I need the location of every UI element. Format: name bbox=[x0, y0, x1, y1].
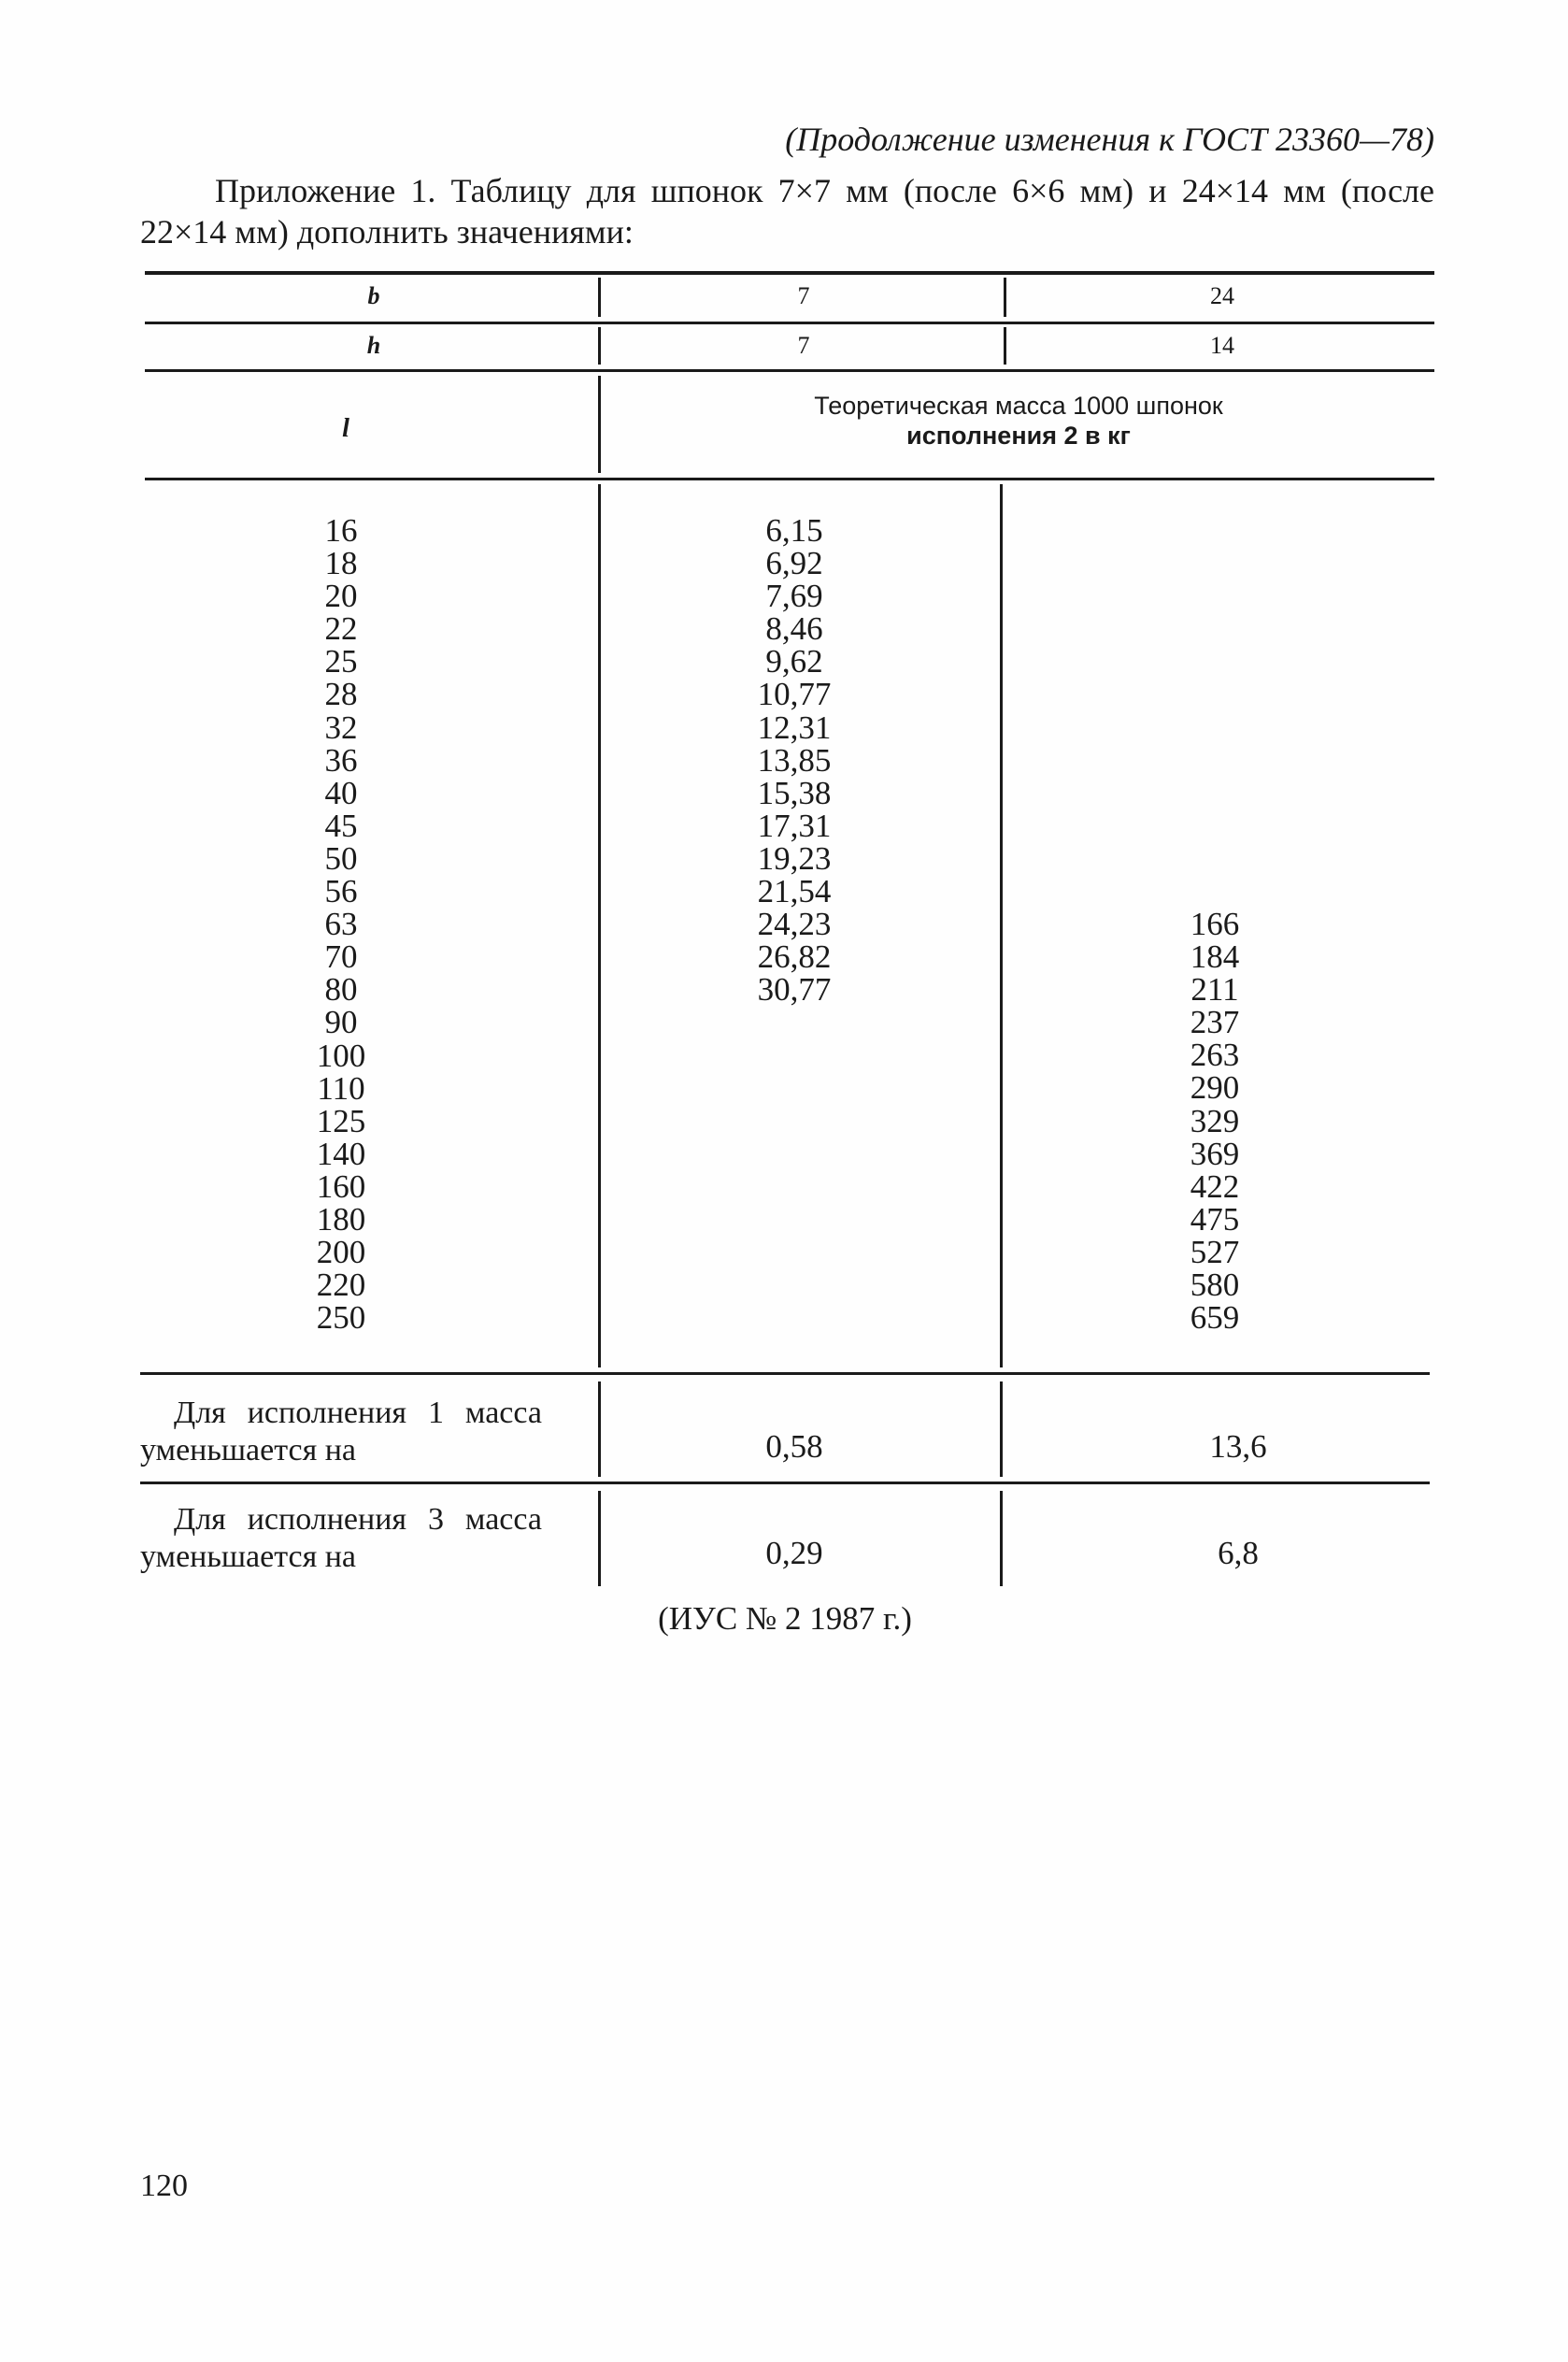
l-value: 70 bbox=[324, 938, 358, 976]
note-version3 bbox=[140, 1501, 542, 1576]
l-value: 220 bbox=[316, 1267, 366, 1304]
l-value: 32 bbox=[324, 709, 358, 746]
vline-body-right bbox=[1000, 484, 1003, 1367]
vline-note3-left bbox=[598, 1491, 601, 1586]
mass-header bbox=[598, 391, 1439, 451]
l-value: 250 bbox=[316, 1299, 366, 1337]
l-label: l bbox=[342, 414, 349, 443]
l-value: 63 bbox=[324, 906, 358, 943]
mass-7x7-value: 24,23 bbox=[757, 906, 832, 943]
rule-after-note1 bbox=[140, 1482, 1430, 1484]
rule-after-h bbox=[145, 369, 1434, 372]
b-value-24: 24 bbox=[1210, 282, 1234, 309]
l-value: 22 bbox=[324, 610, 358, 648]
l-value: 36 bbox=[324, 741, 358, 779]
l-value: 20 bbox=[324, 578, 358, 615]
l-value: 100 bbox=[316, 1037, 366, 1074]
h-value-7: 7 bbox=[797, 332, 810, 359]
l-values-column bbox=[150, 512, 533, 1337]
mass-7x7-value: 10,77 bbox=[757, 676, 832, 713]
mass-24x14-value: 369 bbox=[1190, 1135, 1240, 1172]
mass-7x7-value: 9,62 bbox=[765, 643, 823, 680]
mass-24x14-value: 475 bbox=[1190, 1200, 1240, 1238]
mass-header-line2: исполнения 2 в кг bbox=[906, 422, 1131, 450]
note-version1-text: Для исполнения 1 масса уменьшается на bbox=[140, 1396, 542, 1467]
table-top-rule bbox=[145, 271, 1434, 275]
mass-7x7-value: 8,46 bbox=[765, 610, 823, 648]
mass-24x14-value: 166 bbox=[1190, 906, 1240, 942]
mass-7x7-value: 13,85 bbox=[757, 741, 832, 779]
rule-after-body bbox=[140, 1372, 1430, 1375]
ius-reference: (ИУС № 2 1987 г.) bbox=[658, 1600, 912, 1637]
l-value: 110 bbox=[317, 1069, 365, 1107]
mass-7x7-value: 17,31 bbox=[757, 807, 832, 844]
l-value: 16 bbox=[324, 512, 358, 549]
mass-7x7-value: 26,82 bbox=[757, 938, 832, 976]
vline-b-left bbox=[598, 278, 601, 317]
l-value: 160 bbox=[316, 1167, 366, 1205]
mass-7x7-value: 19,23 bbox=[757, 839, 832, 877]
mass-7x7-value: 21,54 bbox=[757, 873, 832, 910]
mass-7x7-value: 7,69 bbox=[765, 578, 823, 615]
vline-note1-right bbox=[1000, 1381, 1003, 1477]
mass-24x14-value: 184 bbox=[1190, 938, 1240, 976]
vline-note3-right bbox=[1000, 1491, 1003, 1586]
l-value: 56 bbox=[324, 873, 358, 910]
note3-value-7: 0,29 bbox=[765, 1535, 823, 1571]
rule-after-header bbox=[145, 478, 1434, 480]
running-head: (Продолжение изменения к ГОСТ 23360—78) bbox=[785, 121, 1434, 158]
h-label: h bbox=[366, 332, 381, 359]
mass-24x14-value: 659 bbox=[1190, 1299, 1240, 1337]
l-value: 140 bbox=[316, 1135, 366, 1172]
mass-24x14-value: 263 bbox=[1190, 1037, 1240, 1074]
mass-7x7-value: 15,38 bbox=[757, 774, 832, 811]
mass-24x14-value: 290 bbox=[1190, 1069, 1240, 1107]
note-version1 bbox=[140, 1395, 542, 1469]
vline-body-left bbox=[598, 484, 601, 1367]
intro-paragraph bbox=[140, 170, 1434, 252]
rule-after-b bbox=[145, 322, 1434, 324]
mass-24x14-value: 580 bbox=[1190, 1267, 1240, 1304]
note-version3-text: Для исполнения 3 масса уменьшается на bbox=[140, 1502, 542, 1574]
l-value: 125 bbox=[316, 1102, 366, 1139]
mass-7x7-value: 6,15 bbox=[765, 512, 823, 549]
mass-24x14-value: 527 bbox=[1190, 1233, 1240, 1270]
mass-header-line1: Теоретическая масса 1000 шпонок bbox=[814, 392, 1223, 420]
vline-note1-left bbox=[598, 1381, 601, 1477]
l-value: 180 bbox=[316, 1200, 366, 1238]
l-value: 90 bbox=[324, 1004, 358, 1041]
note1-value-24: 13,6 bbox=[1209, 1428, 1267, 1465]
mass-24x14-value: 237 bbox=[1190, 1004, 1240, 1041]
intro-text: Приложение 1. Таблицу для шпонок 7×7 мм (после 6×6 мм) и 24×14 мм (после 22×14 мм) дополнить значениями: bbox=[140, 172, 1434, 251]
l-value: 25 bbox=[324, 643, 358, 680]
note1-value-7: 0,58 bbox=[765, 1428, 823, 1465]
l-value: 40 bbox=[324, 774, 358, 811]
b-value-7: 7 bbox=[797, 282, 810, 309]
mass-7x7-value: 12,31 bbox=[757, 709, 832, 746]
mass-24x14-value: 329 bbox=[1190, 1102, 1240, 1139]
mass-24x14-column bbox=[1028, 906, 1402, 1337]
l-value: 50 bbox=[324, 839, 358, 877]
note3-value-24: 6,8 bbox=[1218, 1535, 1259, 1571]
l-value: 80 bbox=[324, 971, 358, 1009]
l-value: 200 bbox=[316, 1234, 366, 1271]
mass-7x7-value: 6,92 bbox=[765, 545, 823, 582]
page-number: 120 bbox=[140, 2169, 188, 2203]
h-value-24: 14 bbox=[1210, 332, 1234, 359]
mass-24x14-value: 422 bbox=[1190, 1167, 1240, 1205]
b-label: b bbox=[367, 282, 380, 309]
l-value: 18 bbox=[324, 545, 358, 582]
l-value: 28 bbox=[324, 676, 358, 713]
mass-24x14-value: 211 bbox=[1190, 971, 1239, 1009]
mass-7x7-value: 30,77 bbox=[757, 971, 832, 1009]
l-value: 45 bbox=[324, 807, 358, 844]
vline-h-left bbox=[598, 327, 601, 365]
mass-7x7-column bbox=[654, 512, 934, 1009]
